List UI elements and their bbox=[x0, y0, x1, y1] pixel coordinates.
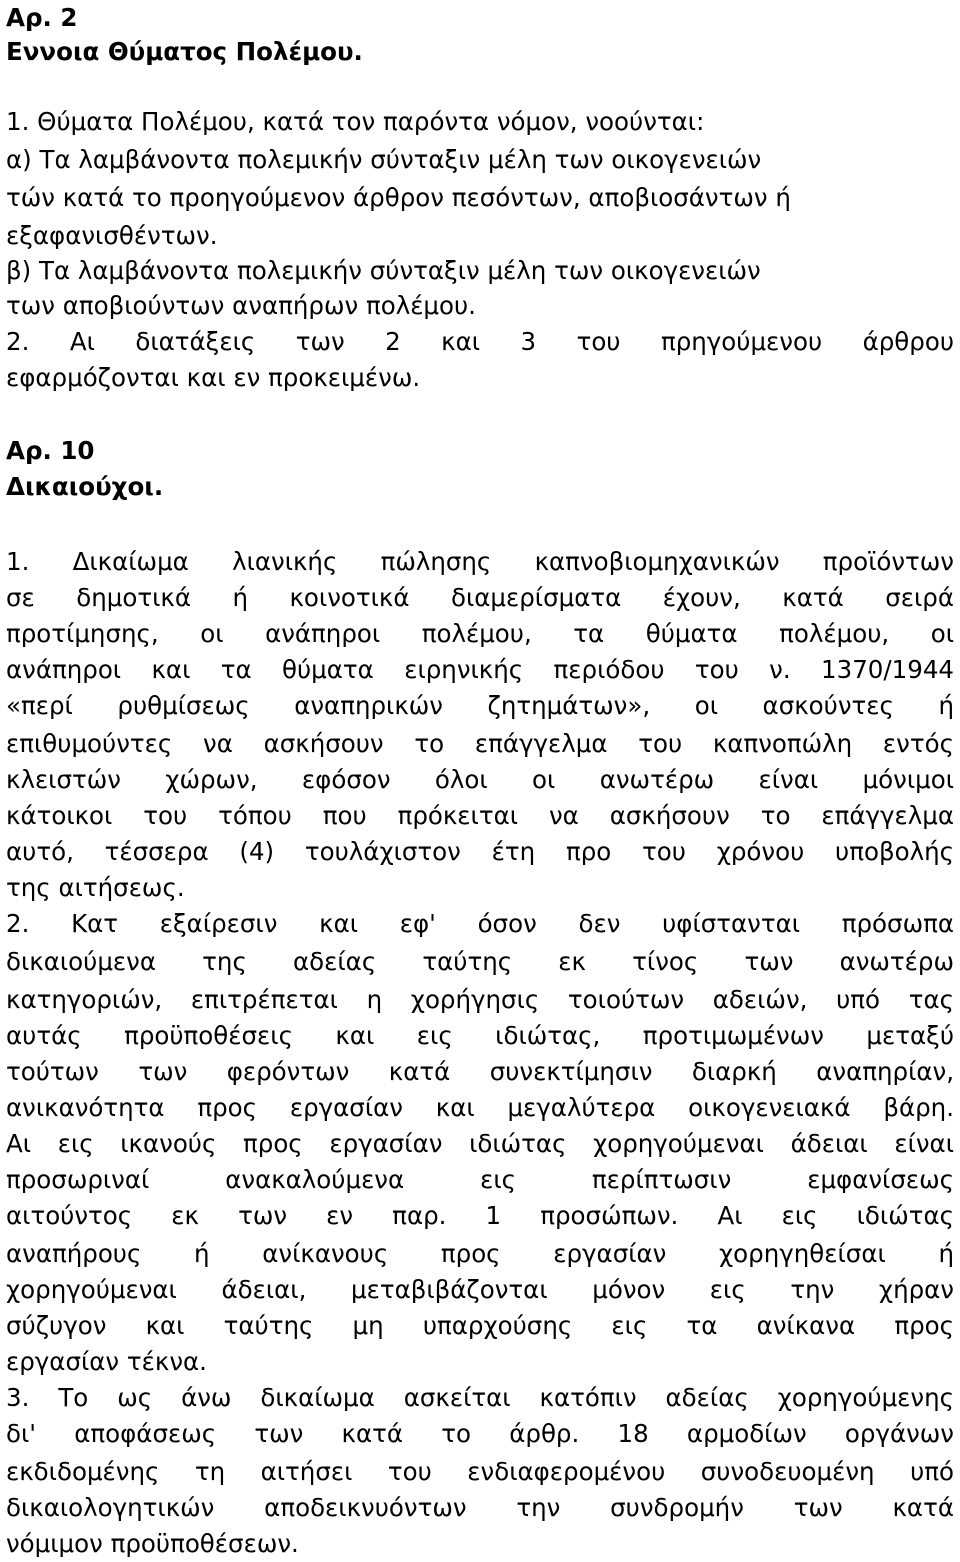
text-line: δικαιολογητικών αποδεικνυόντων την συνδρομήν των κατά bbox=[6, 1493, 954, 1522]
text-line: των αποβιούντων αναπήρων πολέμου. bbox=[6, 291, 476, 320]
text-line: Αι εις ικανούς προς εργασίαν ιδιώτας χορηγούμεναι άδειαι είναι bbox=[6, 1129, 954, 1158]
text-line: κλειστών χώρων, εφόσον όλοι οι ανωτέρω είναι μόνιμοι bbox=[6, 765, 954, 794]
text-line: δι' αποφάσεως των κατά το άρθρ. 18 αρμοδίων οργάνων bbox=[6, 1419, 954, 1448]
article-title-heading: Εννοια Θύματος Πολέμου. bbox=[6, 37, 363, 66]
text-line: α) Τα λαμβάνοντα πολεμικήν σύνταξιν μέλη των οικογενειών bbox=[6, 145, 762, 174]
text-line: 2. Αι διατάξεις των 2 και 3 του πρηγούμενου άρθρου bbox=[6, 327, 954, 356]
text-line: ανικανότητα προς εργασίαν και μεγαλύτερα οικογενειακά βάρη. bbox=[6, 1093, 954, 1122]
text-line: τούτων των φερόντων κατά συνεκτίμησιν διαρκή αναπηρίαν, bbox=[6, 1057, 954, 1086]
text-line: σε δημοτικά ή κοινοτικά διαμερίσματα έχουν, κατά σειρά bbox=[6, 583, 954, 612]
text-line: κάτοικοι του τόπου που πρόκειται να ασκήσουν το επάγγελμα bbox=[6, 801, 954, 830]
text-line: δικαιούμενα της αδείας ταύτης εκ τίνος των ανωτέρω bbox=[6, 947, 954, 976]
text-line: «περί ρυθμίσεως αναπηρικών ζητημάτων», οι ασκούντες ή bbox=[6, 691, 954, 720]
text-line: εργασίαν τέκνα. bbox=[6, 1347, 207, 1376]
text-line: εξαφανισθέντων. bbox=[6, 221, 218, 250]
text-line: αιτούντος εκ των εν παρ. 1 προσώπων. Αι εις ιδιώτας bbox=[6, 1201, 954, 1230]
text-line: αναπήρους ή ανίκανους προς εργασίαν χορηγηθείσαι ή bbox=[6, 1239, 954, 1268]
text-line: 1. Θύματα Πολέμου, κατά τον παρόντα νόμον, νοούνται: bbox=[6, 107, 705, 136]
text-line: σύζυγον και ταύτης μη υπαρχούσης εις τα ανίκανα προς bbox=[6, 1311, 954, 1340]
text-line: αυτό, τέσσερα (4) τουλάχιστον έτη προ του χρόνου υποβολής bbox=[6, 837, 954, 866]
text-line: επιθυμούντες να ασκήσουν το επάγγελμα του καπνοπώλη εντός bbox=[6, 729, 954, 758]
article-number-heading: Αρ. 10 bbox=[6, 436, 95, 465]
text-line: χορηγούμεναι άδειαι, μεταβιβάζονται μόνον εις την χήραν bbox=[6, 1275, 954, 1304]
text-line: εφαρμόζονται και εν προκειμένω. bbox=[6, 363, 421, 392]
text-line: 2. Κατ εξαίρεσιν και εφ' όσον δεν υφίστανται πρόσωπα bbox=[6, 909, 954, 938]
text-line: προσωριναί ανακαλούμενα εις περίπτωσιν εμφανίσεως bbox=[6, 1165, 954, 1194]
text-line: κατηγοριών, επιτρέπεται η χορήγησις τοιούτων αδειών, υπό τας bbox=[6, 985, 954, 1014]
article-number-heading: Αρ. 2 bbox=[6, 3, 78, 32]
text-line: νόμιμον προϋποθέσεων. bbox=[6, 1529, 299, 1558]
text-line: 1. Δικαίωμα λιανικής πώλησης καπνοβιομηχανικών προϊόντων bbox=[6, 547, 954, 576]
text-line: προτίμησης, οι ανάπηροι πολέμου, τα θύματα πολέμου, οι bbox=[6, 619, 954, 648]
text-line: της αιτήσεως. bbox=[6, 873, 185, 902]
text-line: ανάπηροι και τα θύματα ειρηνικής περιόδου του ν. 1370/1944 bbox=[6, 655, 954, 684]
text-line: β) Τα λαμβάνοντα πολεμικήν σύνταξιν μέλη των οικογενειών bbox=[6, 256, 761, 285]
text-line: εκδιδομένης τη αιτήσει του ενδιαφερομένου συνοδευομένη υπό bbox=[6, 1457, 954, 1486]
text-line: αυτάς προϋποθέσεις και εις ιδιώτας, προτιμωμένων μεταξύ bbox=[6, 1021, 954, 1050]
article-title-heading: Δικαιούχοι. bbox=[6, 472, 164, 501]
text-line: τών κατά το προηγούμενον άρθρον πεσόντων, αποβιοσάντων ή bbox=[6, 183, 791, 212]
text-line: 3. Το ως άνω δικαίωμα ασκείται κατόπιν αδείας χορηγούμενης bbox=[6, 1383, 954, 1412]
